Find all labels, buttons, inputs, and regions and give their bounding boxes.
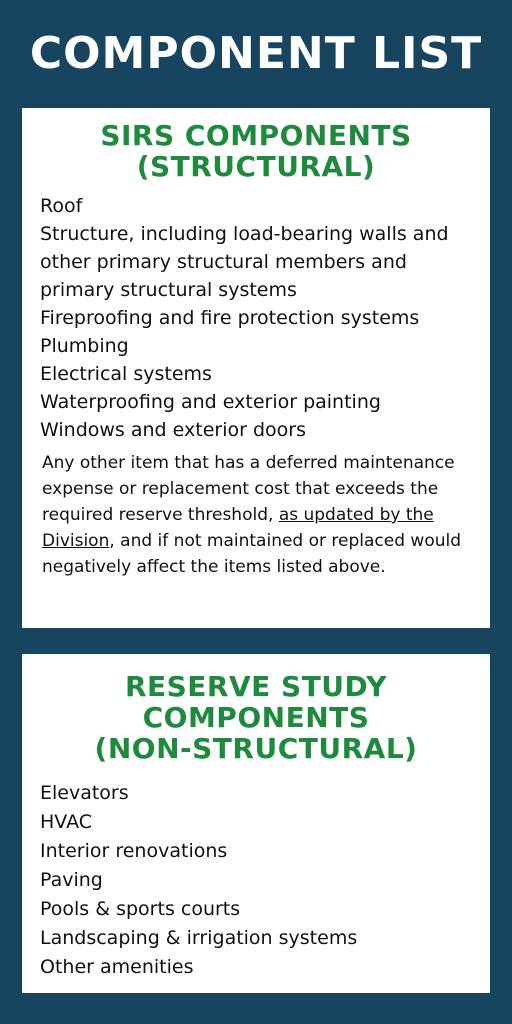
reserve-title-line2: COMPONENTS <box>142 701 370 734</box>
list-item: Electrical systems <box>40 363 212 385</box>
list-item: Fireproofing and fire protection systems <box>40 307 420 329</box>
list-item: Interior renovations <box>40 840 228 862</box>
reserve-title-line3: (NON-STRUCTURAL) <box>94 732 418 765</box>
note-text-before: Any other item that has a deferred maintenance expense or replacement cost that exceeds the required reserve threshold, <box>42 453 455 525</box>
list-item: Elevators <box>40 782 129 804</box>
reserve-component-list <box>22 779 490 982</box>
list-item: HVAC <box>40 811 92 833</box>
division-update-link[interactable]: as updated by the Division <box>42 505 434 551</box>
other-items-note <box>22 450 490 580</box>
sirs-card-title <box>22 108 490 182</box>
sirs-title-line2: (STRUCTURAL) <box>136 150 376 183</box>
list-item: Windows and exterior doors <box>40 419 306 441</box>
sirs-components-card <box>22 108 490 628</box>
sirs-component-list <box>22 192 490 444</box>
list-item: Plumbing <box>40 335 129 357</box>
list-item: Waterproofing and exterior painting <box>40 391 381 413</box>
list-item: Landscaping & irrigation systems <box>40 927 358 949</box>
list-item: Paving <box>40 869 103 891</box>
list-item: Pools & sports courts <box>40 898 241 920</box>
list-item: Other amenities <box>40 956 194 978</box>
list-item: Structure, including load-bearing walls and other primary structural members and primary structural systems <box>40 223 449 301</box>
note-text-after: , and if not maintained or replaced would negatively affect the items listed above. <box>42 531 462 577</box>
sirs-title-line1: SIRS COMPONENTS <box>100 119 412 152</box>
reserve-study-card <box>22 654 490 993</box>
page-title: COMPONENT LIST <box>29 28 483 79</box>
list-item: Roof <box>40 195 83 217</box>
reserve-card-title <box>22 654 490 764</box>
reserve-title-line1: RESERVE STUDY <box>124 670 388 703</box>
